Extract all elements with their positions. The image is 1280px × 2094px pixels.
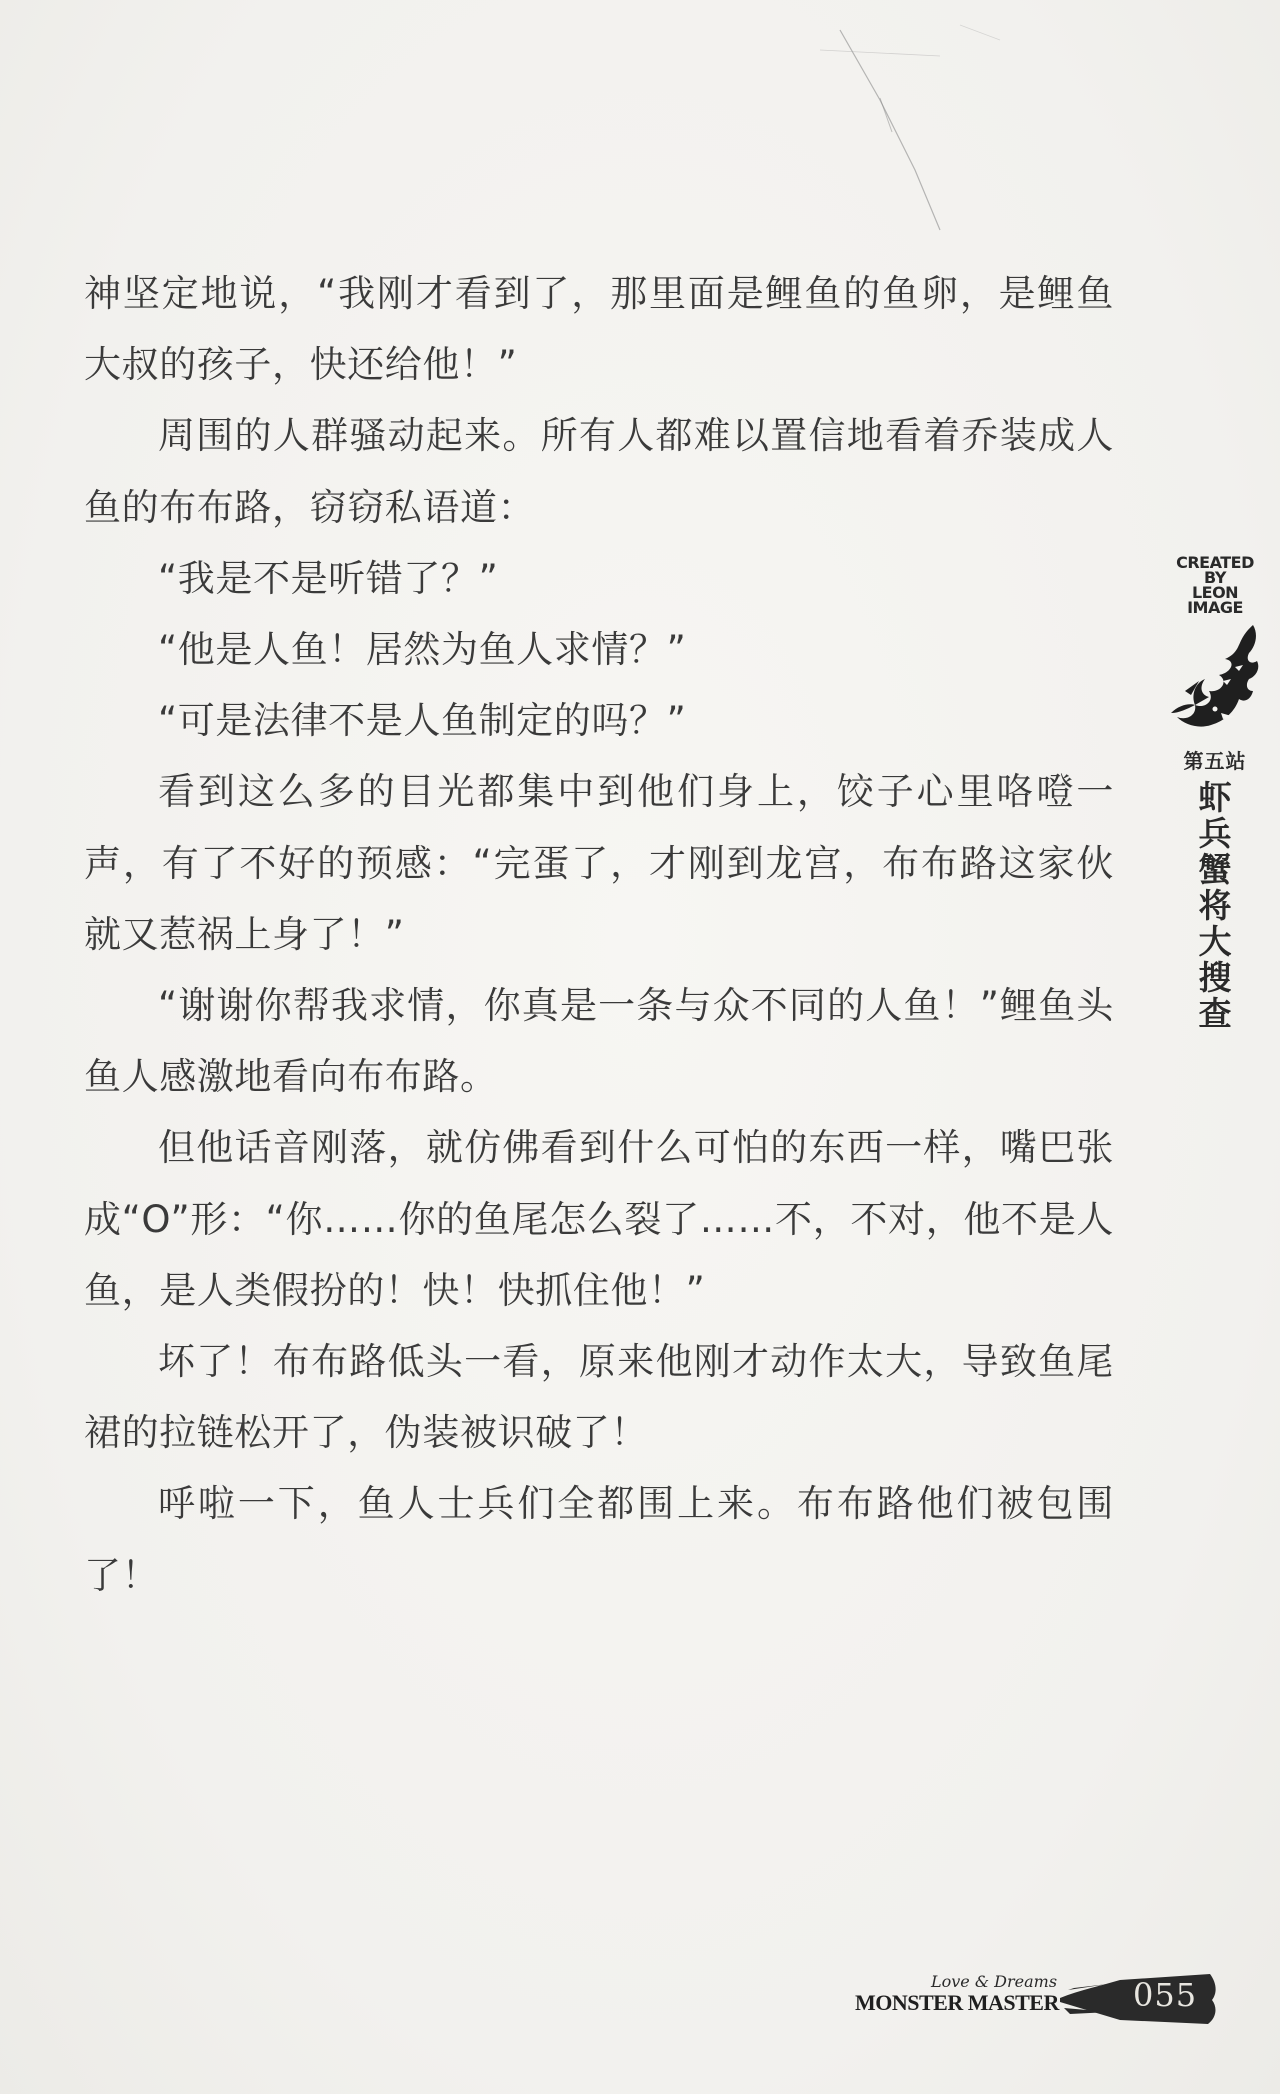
page-footer bbox=[855, 1968, 1215, 2028]
paragraph: “可是法律不是人鱼制定的吗？” bbox=[158, 699, 687, 743]
scratch-mark bbox=[820, 20, 1040, 280]
paragraph: 看到这么多的目光都集中到他们身上，饺子心里咯噔一声，有了不好的预感：“完蛋了，才刚到龙宫，布布路这家伙就又惹祸上身了！” bbox=[84, 770, 1114, 956]
paragraph: “我是不是听错了？” bbox=[158, 556, 499, 600]
paragraph: 周围的人群骚动起来。所有人都难以置信地看着乔装成人鱼的布布路，窃窃私语道： bbox=[84, 414, 1114, 529]
created-by-leon-image bbox=[1160, 555, 1270, 615]
paragraph: 坏了！布布路低头一看，原来他刚才动作太大，导致鱼尾裙的拉链松开了，伪装被识破了！ bbox=[84, 1340, 1114, 1455]
paragraph: 神坚定地说，“我刚才看到了，那里面是鲤鱼的鱼卵，是鲤鱼大叔的孩子，快还给他！” bbox=[84, 272, 1114, 387]
paragraph: “他是人鱼！居然为鱼人求情？” bbox=[158, 628, 687, 672]
created-line: BY bbox=[1204, 568, 1226, 587]
paragraph: 但他话音刚落，就仿佛看到什么可怕的东西一样，嘴巴张成“O”形：“你……你的鱼尾怎么裂了……不，不对，他不是人鱼，是人类假扮的！快！快抓住他！” bbox=[84, 1126, 1114, 1312]
page-number: 055 bbox=[1133, 1976, 1198, 2014]
created-line: CREATED bbox=[1176, 553, 1254, 572]
dragon-icon bbox=[1165, 621, 1265, 731]
chapter-title: 虾兵蟹将大搜查 bbox=[1198, 778, 1232, 1033]
chapter-number: 第五站 bbox=[1183, 749, 1247, 773]
paragraph: 呼啦一下，鱼人士兵们全都围上来。布布路他们被包围了！ bbox=[84, 1482, 1114, 1597]
created-line: LEON bbox=[1191, 583, 1239, 602]
paragraph: “谢谢你帮我求情，你真是一条与众不同的人鱼！”鲤鱼头鱼人感激地看向布布路。 bbox=[84, 984, 1114, 1099]
series-title: MONSTER MASTER bbox=[855, 1990, 1059, 2015]
created-line: IMAGE bbox=[1187, 598, 1243, 617]
love-dreams-label: Love & Dreams bbox=[931, 1972, 1058, 1991]
body-text bbox=[84, 258, 1114, 1611]
chapter-sidebar bbox=[1160, 555, 1270, 1032]
